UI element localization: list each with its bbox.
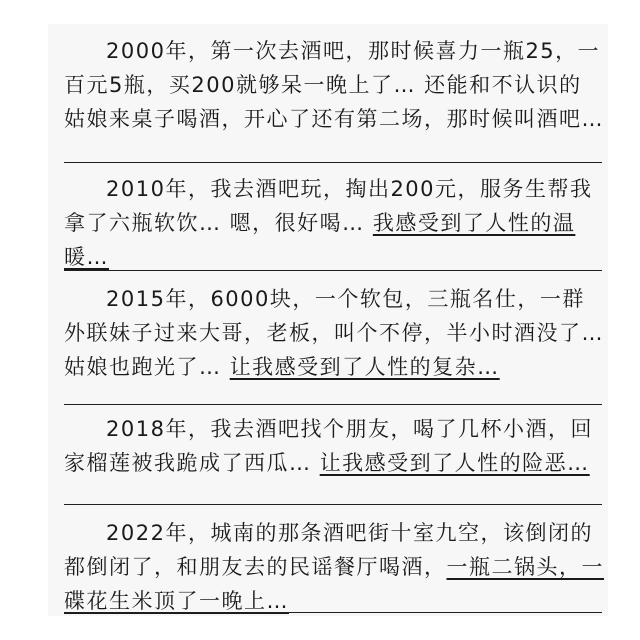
paragraph-2010-text: 2010年，我去酒吧玩，掏出200元，服务生帮我拿了六瓶软饮… 嗯，很好喝… xyxy=(64,177,593,235)
paragraph-2022-text: 2022年，城南的那条酒吧街十室九空，该倒闭的都倒闭了，和朋友去的民谣餐厅喝酒， xyxy=(64,521,593,579)
paragraph-2015 xyxy=(64,282,604,384)
separator-rule xyxy=(64,270,602,271)
paragraph-2022-underlined: 一瓶二锅头，一碟花生米顶了一晚上… xyxy=(64,555,604,613)
separator-rule xyxy=(64,404,602,405)
paragraph-2000 xyxy=(64,34,604,136)
separator-rule xyxy=(64,162,602,163)
paragraph-2018 xyxy=(64,412,604,480)
paragraph-2000-text: 2000年，第一次去酒吧，那时候喜力一瓶25，一百元5瓶，买200就够呆一晚上了… 还能和不认识的姑娘来桌子喝酒，开心了还有第二场，那时候叫酒吧… xyxy=(64,39,604,131)
paragraph-2015-text: 2015年，6000块，一个软包，三瓶名仕，一群外联妹子过来大哥，老板，叫个不停，半小时酒没了… 姑娘也跑光了… xyxy=(64,287,604,379)
paragraph-2022 xyxy=(64,516,604,618)
paragraph-2010-underlined: 我感受到了人性的温暖… xyxy=(64,211,576,269)
paragraph-2015-underlined: 让我感受到了人性的复杂… xyxy=(229,355,500,379)
paragraph-2018-underlined: 让我感受到了人性的险恶… xyxy=(319,451,590,475)
separator-rule xyxy=(64,612,602,613)
paragraph-2018-text: 2018年，我去酒吧找个朋友，喝了几杯小酒，回家榴莲被我跪成了西瓜… xyxy=(64,417,593,475)
paragraph-2010 xyxy=(64,172,604,274)
separator-rule xyxy=(64,504,602,505)
